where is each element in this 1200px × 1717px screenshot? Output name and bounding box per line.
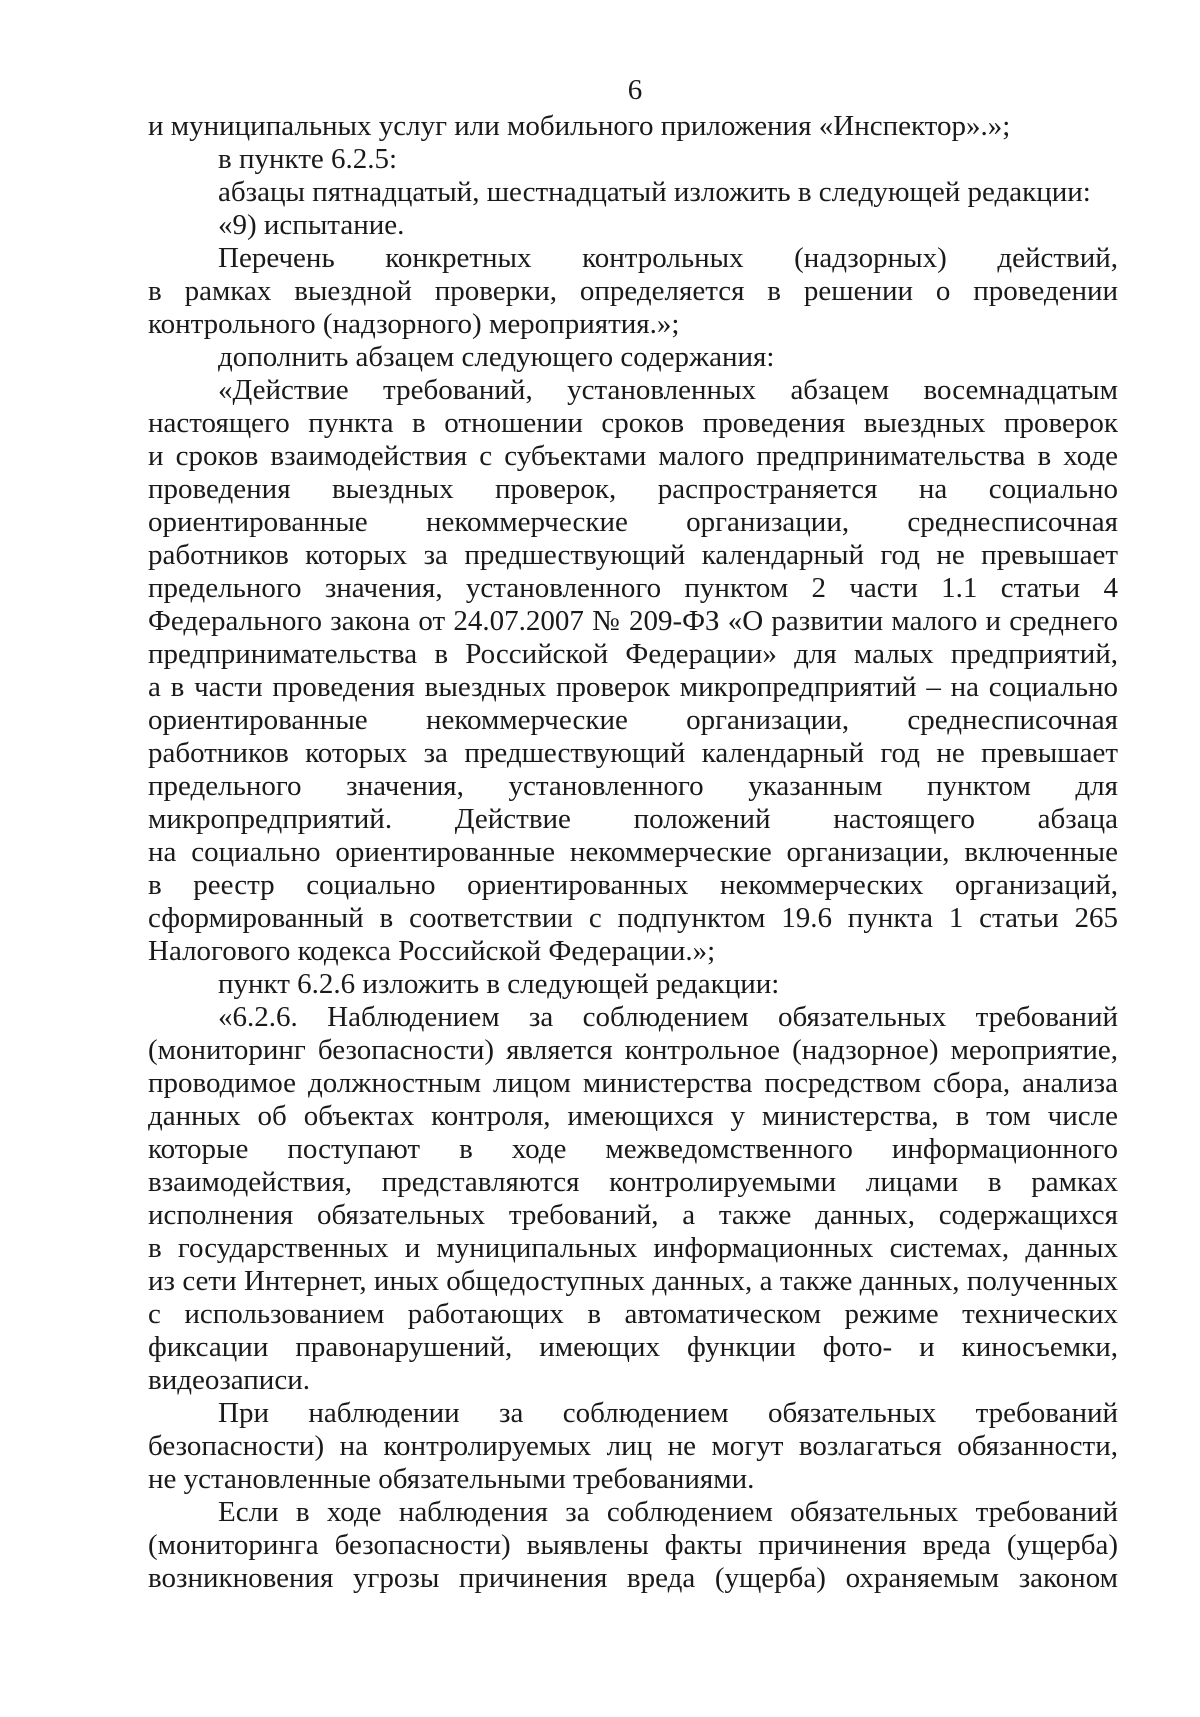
text-line: которые поступают в ходе межведомственного информационного (148, 1133, 1118, 1165)
text-line: данных об объектах контроля, имеющихся у министерства, в том числе (148, 1100, 1118, 1132)
text-line: «Действие требований, установленных абзацем восемнадцатым (218, 374, 1118, 406)
text-line: контрольного (надзорного) мероприятия.»; (148, 308, 680, 340)
text-line: микропредприятий. Действие положений настоящего абзаца (148, 803, 1118, 835)
text-line: и сроков взаимодействия с субъектами малого предпринимательства в ходе (148, 440, 1118, 472)
text-line: видеозаписи. (148, 1364, 310, 1396)
text-line: предельного значения, установленного указанным пунктом для (148, 770, 1118, 802)
text-line: в пункте 6.2.5: (218, 143, 398, 175)
text-line: ориентированные некоммерческие организации, среднесписочная (148, 704, 1118, 736)
text-line: абзацы пятнадцатый, шестнадцатый изложить в следующей редакции: (218, 176, 1091, 208)
text-line: не установленные обязательными требованиями. (148, 1463, 755, 1495)
text-line: безопасности) на контролируемых лиц не могут возлагаться обязанности, (148, 1430, 1118, 1462)
text-line: «9) испытание. (218, 209, 405, 241)
text-line: настоящего пункта в отношении сроков проведения выездных проверок (148, 407, 1118, 439)
text-line: и муниципальных услуг или мобильного приложения «Инспектор».»; (148, 110, 1011, 142)
text-line: в государственных и муниципальных информационных системах, данных (148, 1232, 1118, 1264)
text-line: ориентированные некоммерческие организации, среднесписочная (148, 506, 1118, 538)
text-line: (мониторинг безопасности) является контрольное (надзорное) мероприятие, (148, 1034, 1118, 1066)
text-line: Перечень конкретных контрольных (надзорных) действий, (218, 242, 1118, 274)
text-line: а в части проведения выездных проверок микропредприятий – на социально (148, 671, 1118, 703)
text-line: (мониторинга безопасности) выявлены факты причинения вреда (ущерба) (148, 1529, 1118, 1561)
text-line: При наблюдении за соблюдением обязательных требований (218, 1397, 1118, 1429)
text-line: в реестр социально ориентированных некоммерческих организаций, (148, 869, 1118, 901)
text-line: дополнить абзацем следующего содержания: (218, 341, 775, 373)
text-line: работников которых за предшествующий календарный год не превышает (148, 539, 1118, 571)
text-line: исполнения обязательных требований, а также данных, содержащихся (148, 1199, 1118, 1231)
text-line: в рамках выездной проверки, определяется в решении о проведении (148, 275, 1118, 307)
text-line: взаимодействия, представляются контролируемыми лицами в рамках (148, 1166, 1118, 1198)
text-line: из сети Интернет, иных общедоступных данных, а также данных, полученных (148, 1265, 1118, 1297)
text-line: с использованием работающих в автоматическом режиме технических (148, 1298, 1118, 1330)
text-line: Налогового кодекса Российской Федерации.»; (148, 935, 716, 967)
text-line: сформированный в соответствии с подпунктом 19.6 пункта 1 статьи 265 (148, 902, 1118, 934)
text-line: предельного значения, установленного пунктом 2 части 1.1 статьи 4 (148, 572, 1118, 604)
text-line: «6.2.6. Наблюдением за соблюдением обязательных требований (218, 1001, 1118, 1033)
text-line: Федерального закона от 24.07.2007 № 209-ФЗ «О развитии малого и среднего (148, 605, 1118, 637)
text-line: проведения выездных проверок, распространяется на социально (148, 473, 1118, 505)
text-line: предпринимательства в Российской Федерации» для малых предприятий, (148, 638, 1118, 670)
text-line: Если в ходе наблюдения за соблюдением обязательных требований (218, 1496, 1118, 1528)
text-line: возникновения угрозы причинения вреда (ущерба) охраняемым законом (148, 1562, 1118, 1594)
page-number: 6 (627, 74, 643, 106)
text-line: пункт 6.2.6 изложить в следующей редакции: (218, 968, 780, 1000)
text-line: на социально ориентированные некоммерческие организации, включенные (148, 836, 1118, 868)
text-line: фиксации правонарушений, имеющих функции фото- и киносъемки, (148, 1331, 1118, 1363)
text-line: проводимое должностным лицом министерства посредством сбора, анализа (148, 1067, 1118, 1099)
document-body (148, 110, 1118, 1595)
text-line: работников которых за предшествующий календарный год не превышает (148, 737, 1118, 769)
